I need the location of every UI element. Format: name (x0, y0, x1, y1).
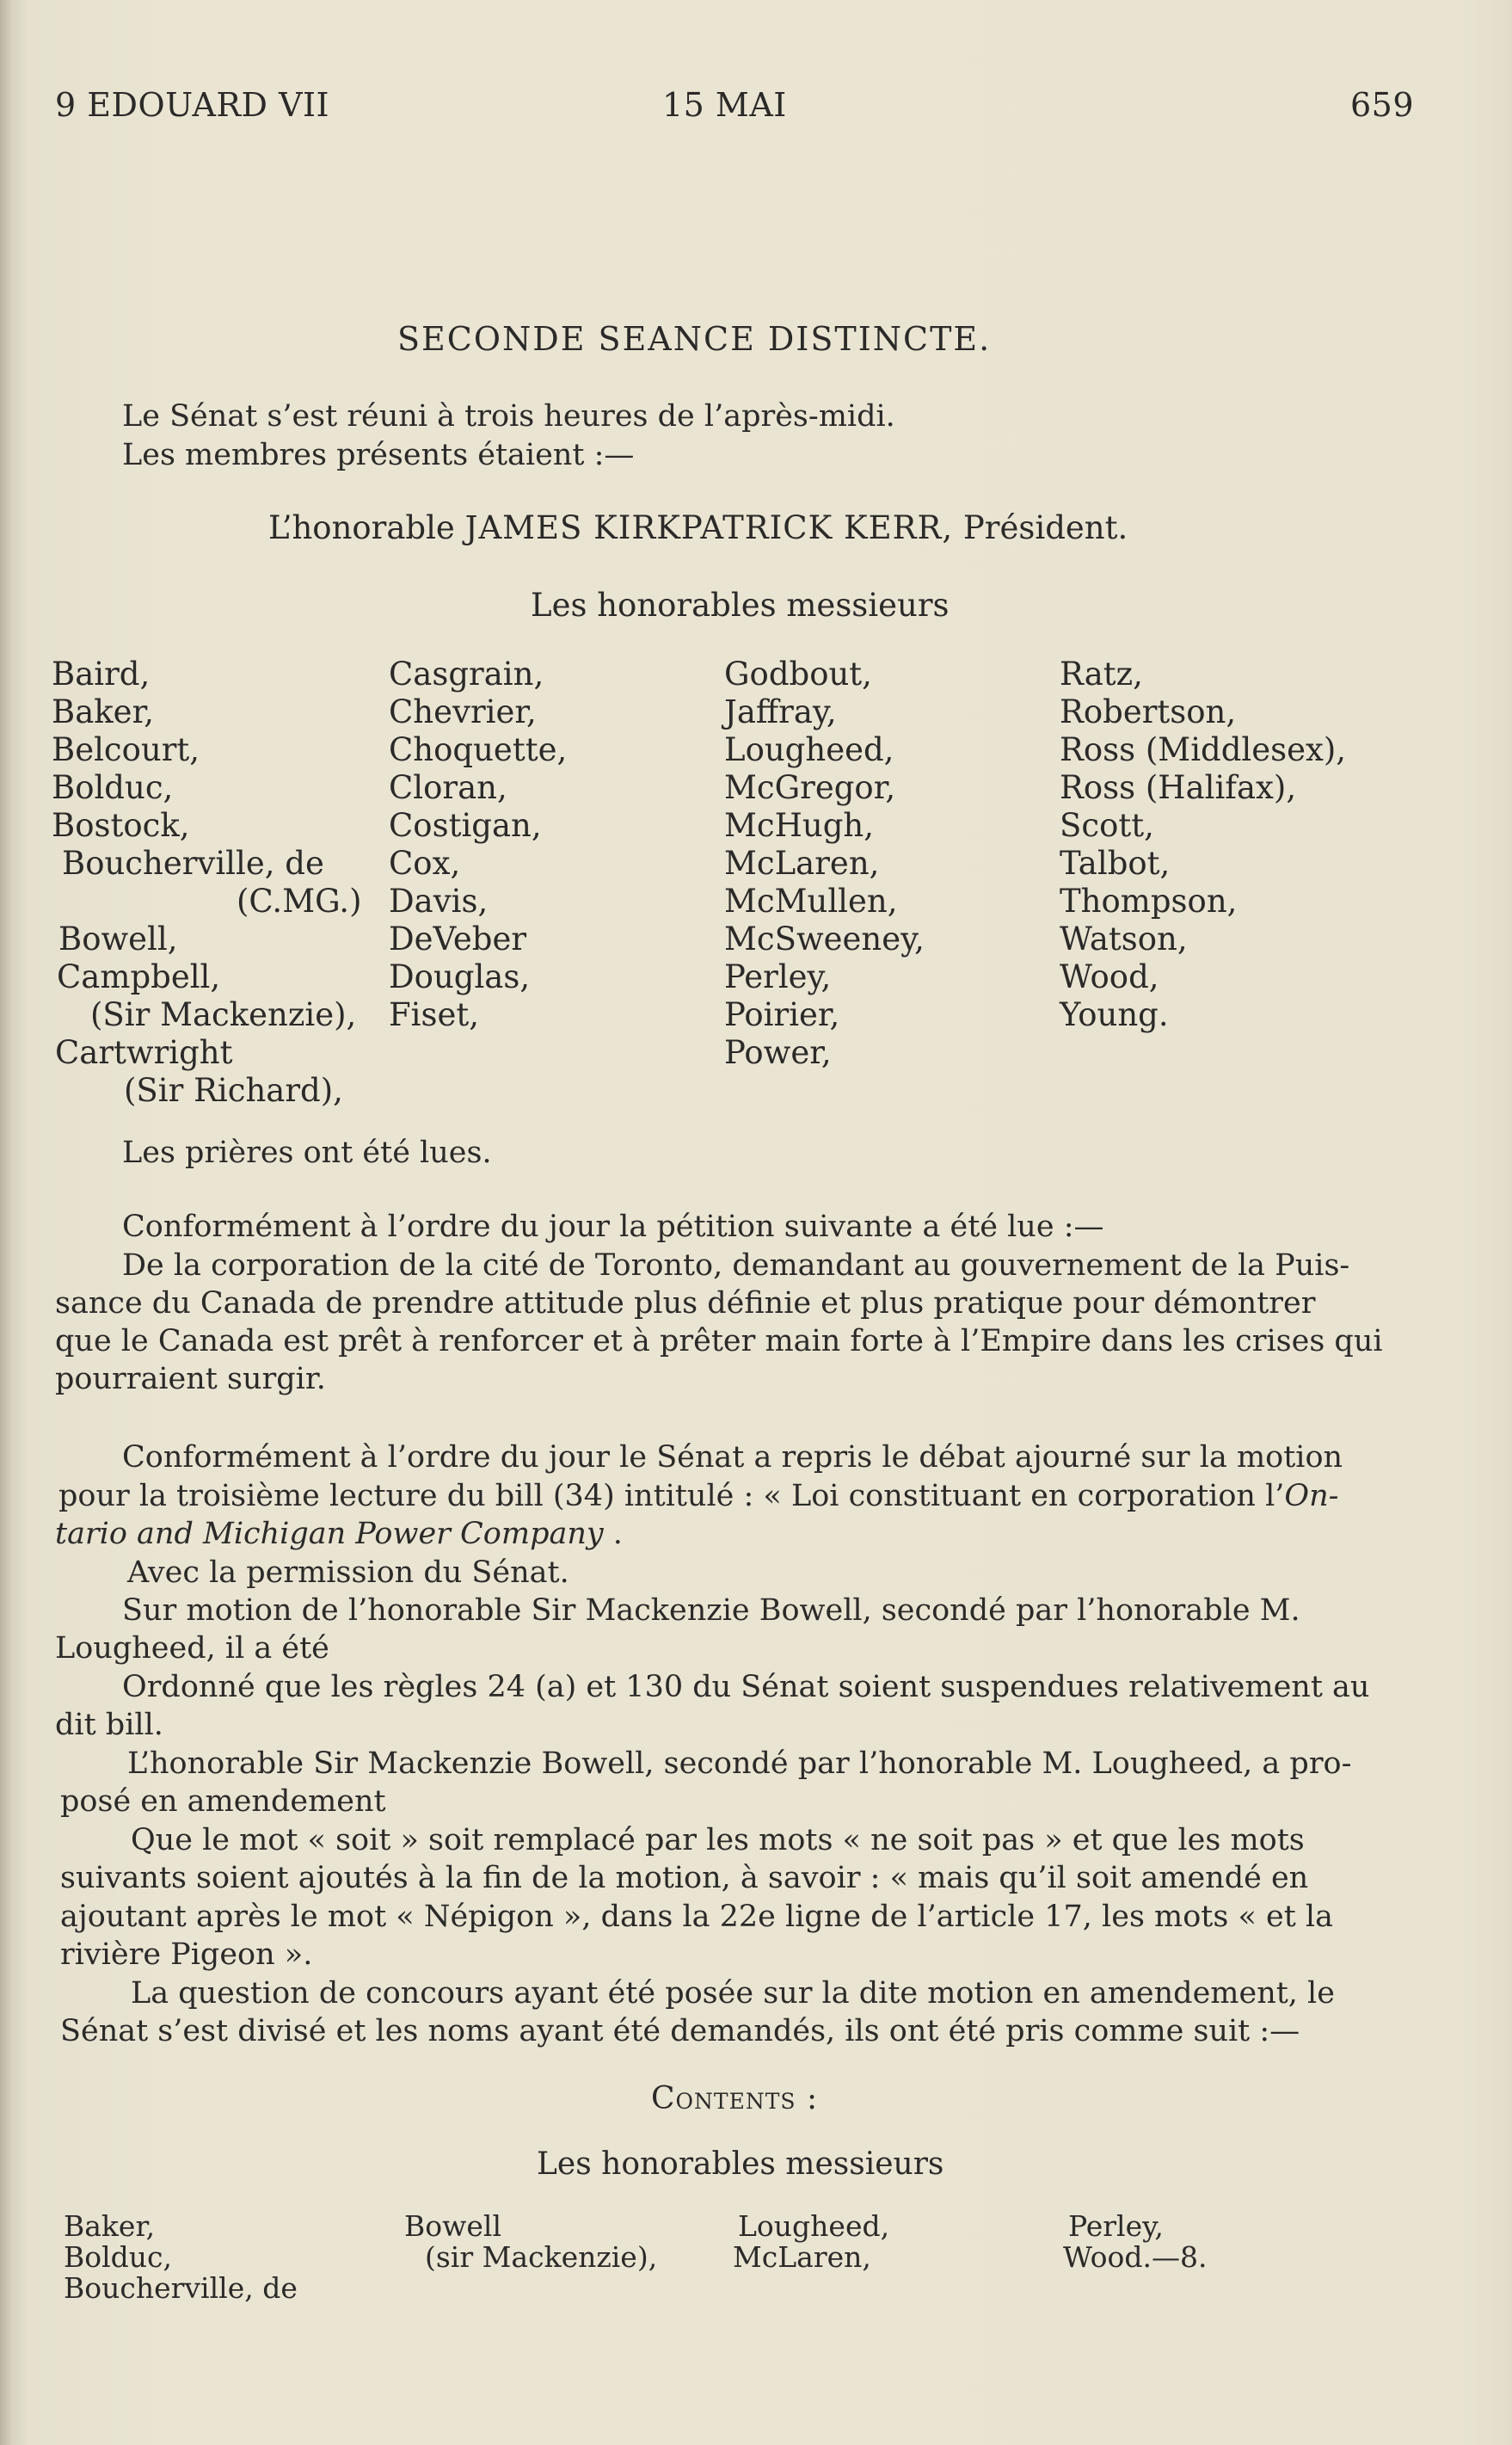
member-name: Scott, (1060, 807, 1154, 844)
debate-line-5: Sur motion de l’honorable Sir Mackenzie Bowell, secondé par l’honorable M. (122, 1593, 1300, 1628)
debate-line-4: Avec la permission du Sénat. (127, 1555, 569, 1590)
member-name: Talbot, (1060, 845, 1171, 882)
contents-subheading: Les honorables messieurs (537, 2146, 944, 2182)
member-name: Ross (Halifax), (1060, 769, 1297, 806)
member-name: Watson, (1060, 921, 1188, 958)
member-name: Fiset, (389, 996, 480, 1033)
contents-column-4 (1063, 2211, 1208, 2273)
member-name: Power, (724, 1034, 832, 1071)
debate-line-12: suivants soient ajoutés à la fin de la motion, à savoir : « mais qu’il soit amendé en (60, 1861, 1309, 1895)
petition-line-3: sance du Canada de prendre attitude plus définie et plus pratique pour démontrer (55, 1286, 1316, 1321)
member-name: McLaren, (724, 845, 880, 882)
member-name: Davis, (389, 883, 489, 920)
debate-line-6: Lougheed, il a été (55, 1631, 329, 1666)
contents-name: Perley, (1068, 2209, 1164, 2243)
company-name-italic: tario and Michigan Power Company (55, 1517, 604, 1551)
president-line (268, 509, 1128, 547)
contents-name: (sir Mackenzie), (425, 2240, 658, 2274)
contents-column-3 (733, 2211, 889, 2273)
contents-name: Wood.—8. (1063, 2240, 1208, 2274)
president-role: Président. (962, 509, 1128, 546)
contents-column-1 (64, 2211, 298, 2304)
president-prefix: L’honorable (268, 509, 455, 546)
member-name: Bostock, (52, 807, 190, 844)
contents-name: McLaren, (733, 2240, 871, 2274)
member-name: Jaffray, (724, 693, 837, 730)
member-name: Douglas, (389, 958, 531, 995)
member-name: Wood, (1060, 958, 1159, 995)
debate-line-2 (58, 1477, 1338, 1515)
member-name: Ross (Middlesex), (1060, 731, 1347, 768)
member-name: Baird, (52, 656, 151, 693)
member-name: DeVeber (389, 921, 527, 958)
president-name: JAMES KIRKPATRICK KERR, (464, 509, 954, 546)
member-name: Campbell, (57, 958, 221, 995)
debate-line-11: Que le mot « soit » soit remplacé par les mots « ne soit pas » et que les mots (131, 1823, 1305, 1857)
debate-line-10: posé en amendement (60, 1784, 386, 1819)
petition-line-2: De la corporation de la cité de Toronto, demandant au gouvernement de la Puis- (122, 1248, 1350, 1283)
member-name: Ratz, (1060, 656, 1143, 693)
contents-name: Boucherville, de (64, 2271, 298, 2305)
petition-line-1: Conformément à l’ordre du jour la pétition suivante a été lue :— (122, 1210, 1104, 1244)
member-name: Choquette, (389, 731, 568, 768)
member-name: McSweeney, (724, 921, 925, 958)
contents-name: Bowell (404, 2209, 502, 2243)
section-title: SECONDE SEANCE DISTINCTE. (397, 320, 992, 358)
member-name: Bowell, (58, 921, 178, 958)
contents-name: Bolduc, (64, 2240, 173, 2274)
debate-line-2-italic: On- (1284, 1479, 1339, 1513)
member-name: Cartwright (55, 1034, 233, 1071)
member-name: Poirier, (724, 996, 840, 1033)
member-name: Cloran, (389, 769, 507, 806)
member-name: Cox, (389, 845, 461, 882)
member-name: Perley, (724, 958, 832, 995)
member-name: Boucherville, de (62, 845, 324, 882)
petition-line-5: pourraient surgir. (55, 1362, 326, 1396)
debate-line-3 (55, 1515, 623, 1553)
intro-line-2: Les membres présents étaient :— (122, 438, 635, 472)
member-name: (C.MG.) (237, 883, 362, 920)
header-center: 15 MAI (662, 86, 787, 124)
member-name: McHugh, (724, 807, 874, 844)
intro-line-1: Le Sénat s’est réuni à trois heures de l’après-midi. (122, 399, 895, 434)
prayers-line: Les prières ont été lues. (122, 1136, 492, 1170)
debate-line-9: L’honorable Sir Mackenzie Bowell, secondé par l’honorable M. Lougheed, a pro- (127, 1746, 1352, 1781)
contents-name: Baker, (64, 2209, 156, 2243)
member-name: Young. (1060, 996, 1169, 1033)
member-name: Baker, (52, 693, 154, 730)
member-name: Casgrain, (389, 656, 544, 693)
debate-line-15: La question de concours ayant été posée sur la dite motion en amendement, le (131, 1976, 1335, 2011)
petition-line-4: que le Canada est prêt à renforcer et à prêter main forte à l’Empire dans les crises qui (55, 1324, 1383, 1358)
debate-line-1: Conformément à l’ordre du jour le Sénat a repris le débat ajourné sur la motion (122, 1440, 1343, 1475)
members-heading: Les honorables messieurs (531, 587, 950, 624)
member-name: Lougheed, (724, 731, 894, 768)
debate-line-16: Sénat s’est divisé et les noms ayant été demandés, ils ont été pris comme suit :— (60, 2014, 1300, 2048)
member-name: Bolduc, (52, 769, 174, 806)
member-name: (Sir Richard), (124, 1072, 343, 1109)
members-column-4 (1060, 656, 1346, 1034)
member-name: McGregor, (724, 769, 896, 806)
member-name: Godbout, (724, 656, 872, 693)
contents-name: Lougheed, (738, 2209, 890, 2243)
debate-line-7: Ordonné que les règles 24 (a) et 130 du Sénat soient suspendues relativement au (122, 1670, 1370, 1704)
member-name: Robertson, (1060, 693, 1237, 730)
contents-heading: Contents : (651, 2081, 819, 2116)
members-column-1 (52, 656, 362, 1110)
debate-line-2-text: pour la troisième lecture du bill (34) intitulé : « Loi constituant en corporation l’ (58, 1479, 1285, 1513)
member-name: McMullen, (724, 883, 898, 920)
member-name: (Sir Mackenzie), (90, 996, 357, 1033)
member-name: Costigan, (389, 807, 542, 844)
debate-line-8: dit bill. (55, 1708, 163, 1742)
debate-line-14: rivière Pigeon ». (60, 1937, 313, 1972)
members-column-3 (724, 656, 925, 1072)
member-name: Thompson, (1060, 883, 1238, 920)
debate-line-3-end: . (603, 1517, 623, 1551)
members-column-2 (389, 656, 567, 1034)
contents-column-2 (404, 2211, 657, 2273)
debate-line-13: ajoutant après le mot « Népigon », dans la 22e ligne de l’article 17, les mots « et la (60, 1900, 1333, 1934)
member-name: Belcourt, (52, 731, 200, 768)
header-left: 9 EDOUARD VII (55, 86, 330, 124)
page-number: 659 (1350, 86, 1415, 124)
member-name: Chevrier, (389, 693, 537, 730)
